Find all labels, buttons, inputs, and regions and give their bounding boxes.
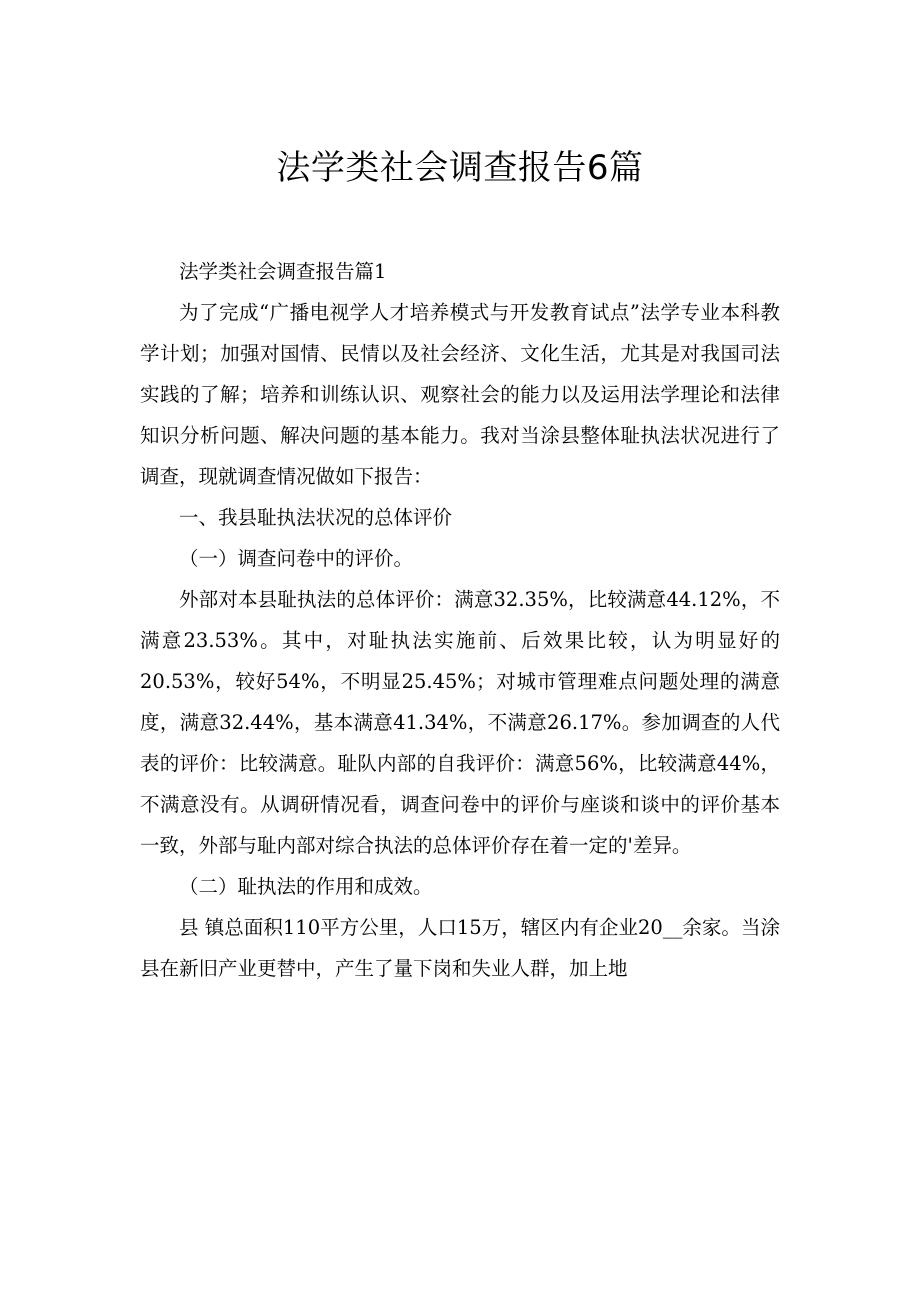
body-paragraph: 为了完成“广播电视学人才培养模式与开发教育试点”法学专业本科教学计划；加强对国情、民情以及社会经济、文化生活，尤其是对我国司法实践的了解；培养和训练认识、观察社会的能力以及运用法学理论和法律知识分析问题、解决问题的基本能力。我对当涂县整体耻执法状况进行了调查，现就调查情况做如下报告： [140,301,780,488]
section-heading: 一、我县耻执法状况的总体评价 [179,506,453,529]
document-title: 法学类社会调查报告6篇 [276,148,644,188]
subsection-heading: （二）耻执法的作用和成效。 [179,875,433,898]
section-heading: 法学类社会调查报告篇1 [179,260,387,283]
body-paragraph: 县 镇总面积110平方公里，人口15万，辖区内有企业20__余家。当涂县在新旧产业更替中，产生了量下岗和失业人群，加上地 [140,916,780,980]
document-body [140,251,780,989]
subsection-heading: （一）调查问卷中的评价。 [179,547,414,570]
body-paragraph: 外部对本县耻执法的总体评价：满意32.35%，比较满意44.12%，不满意23.53%。其中，对耻执法实施前、后效果比较，认为明显好的20.53%，较好54%，不明显25.45%；对城市管理难点问题处理的满意度，满意32.44%，基本满意41.34%，不满意26.17%。参加调查的人代表的评价：比较满意。耻队内部的自我评价：满意56%，比较满意44%，不满意没有。从调研情况看，调查问卷中的评价与座谈和谈中的评价基本一致，外部与耻内部对综合执法的总体评价存在着一定的'差异。 [140,588,780,857]
